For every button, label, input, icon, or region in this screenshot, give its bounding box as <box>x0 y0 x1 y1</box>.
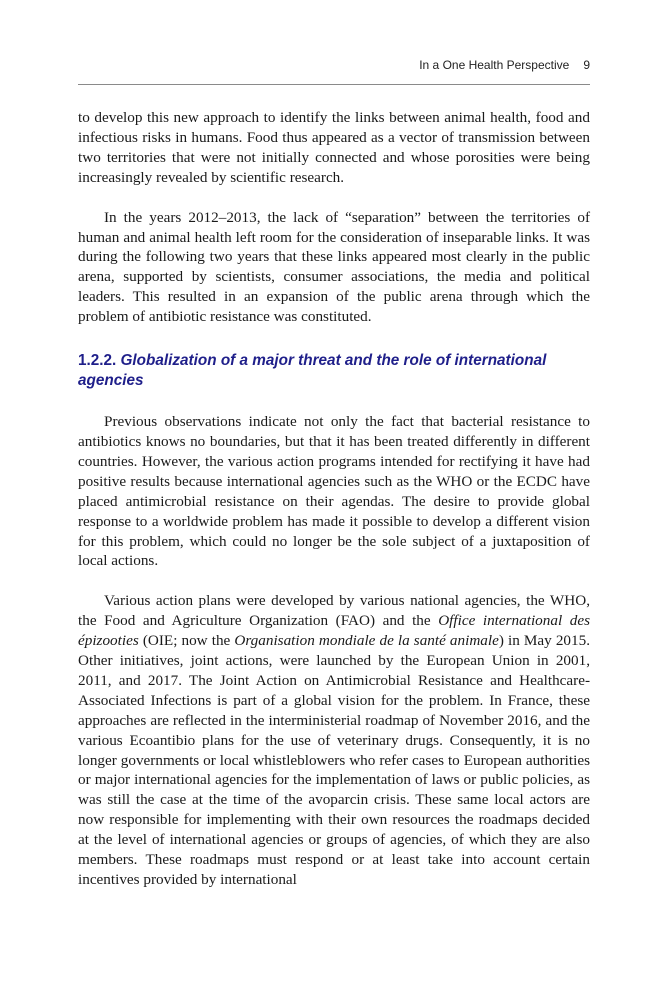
paragraph-4-italic-oie: Office international des épizooties <box>78 612 590 650</box>
body-text <box>78 108 590 890</box>
paragraph-1: to develop this new approach to identify the links between animal health, food and infectious risks in humans. Food thus appeared as a vector of transmission between two territories that were not initially connected and whose porosities were being increasingly revealed by scientific research. <box>78 109 590 186</box>
paragraph-4-text-a: Various action plans were developed by various national agencies, the WHO, the Food and Agriculture Organization (FAO) and the <box>78 592 590 630</box>
paragraph-2: In the years 2012–2013, the lack of “separation” between the territories of human and animal health left room for the consideration of inseparable links. It was during the following two years that these links appeared most clearly in the public arena, supported by scientists, consumer associations, the media and political leaders. This resulted in an expansion of the public arena through which the problem of antibiotic resistance was constituted. <box>78 208 590 326</box>
page-number: 9 <box>583 58 590 72</box>
section-heading <box>78 351 590 391</box>
paragraph-4-italic-omsa: Organisation mondiale de la santé animale <box>234 632 499 650</box>
section-title: Globalization of a major threat and the role of international agencies <box>78 352 547 390</box>
running-header <box>78 58 590 85</box>
paragraph-4 <box>78 591 590 890</box>
paragraph-3: Previous observations indicate not only the fact that bacterial resistance to antibiotics knows no boundaries, but that it has been treated differently in different countries. However, the various action programs intended for rectifying it have had positive results because international agencies such as the WHO or the ECDC have placed antimicrobial resistance on their agendas. The desire to provide global response to a worldwide problem has made it possible to develop a different vision for this problem, which could no longer be the sole subject of a juxtaposition of local actions. <box>78 413 590 570</box>
paragraph-4-text-b: (OIE; now the <box>138 632 235 650</box>
running-title: In a One Health Perspective <box>419 58 570 72</box>
paragraph-4-text-c: ) in May 2015. Other initiatives, joint actions, were launched by the European Union in 2001, 2011, and 2017. The Joint Action on Antimicrobial Resistance and Healthcare-Associated Infections is part of a global vision for the problem. In France, these approaches are reflected in the interministerial roadmap of November 2016, and the various Ecoantibio plans for the use of veterinary drugs. Consequently, it is no longer governments or local whistleblowers who refer cases to European authorities or major international agencies for the implementation of laws or public policies, as was still the case at the time of the avoparcin crisis. These same local actors are now responsible for implementing with their own resources the roadmaps decided at the level of international agencies or groups of agencies, of which they are also members. These roadmaps must respond or at least take into account certain incentives provided by international <box>78 632 590 888</box>
section-number: 1.2.2. <box>78 352 117 370</box>
